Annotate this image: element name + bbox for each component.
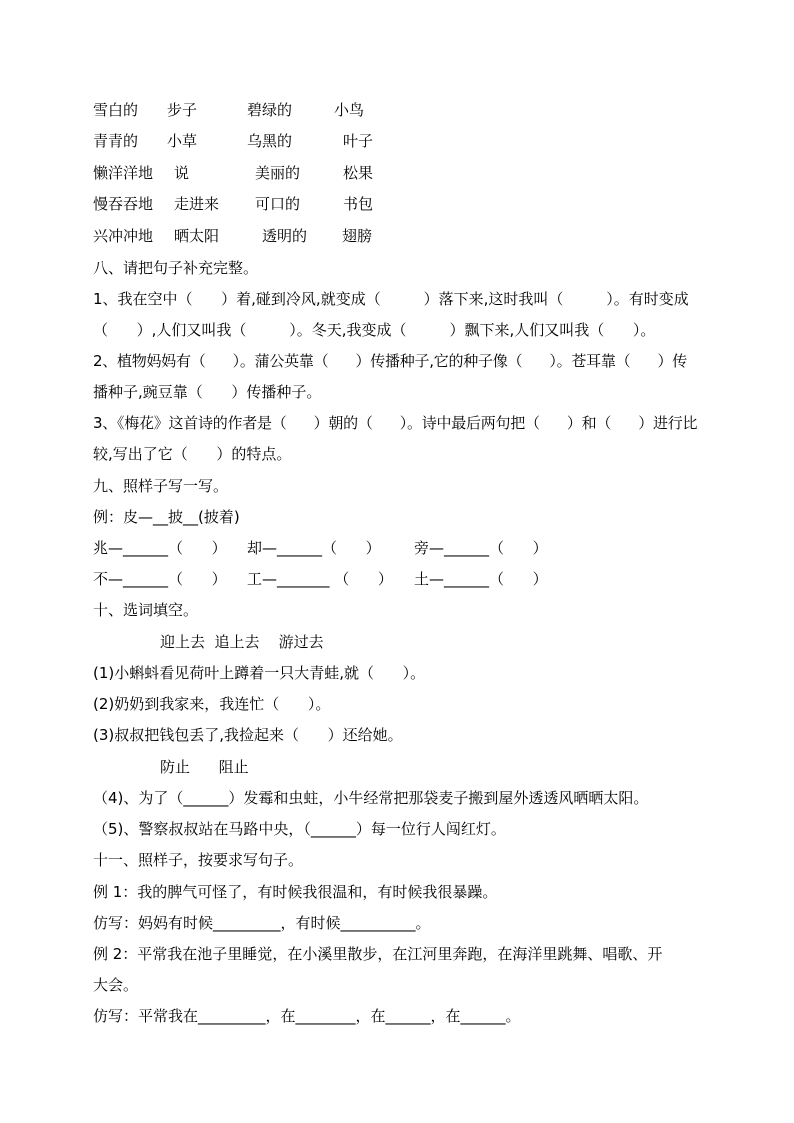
imitation-line: 仿写：妈妈有时候_________，有时候__________。 (93, 914, 431, 932)
word-exercise: 工—_______ （ ） (247, 570, 393, 588)
match-cell: 松果 (343, 164, 374, 182)
match-cell: 翅膀 (342, 227, 373, 245)
fill-in-line: （ ）,人们又叫我（ ）。冬天,我变成（ ）飘下来,人们又叫我（ ）。 (93, 321, 656, 339)
section-heading: 八、请把句子补充完整。 (93, 259, 259, 277)
section-heading: 九、照样子写一写。 (93, 477, 229, 495)
fill-in-line: (2)奶奶到我家来，我连忙（ ）。 (93, 695, 331, 713)
match-cell: 步子 (167, 101, 198, 119)
match-cell: 兴冲冲地 (93, 227, 154, 245)
match-cell: 懒洋洋地 (93, 164, 154, 182)
word-choices: 防止 阻止 (160, 758, 249, 776)
word-exercise: 土—______（ ） (414, 570, 548, 588)
example-line: 例 2：平常我在池子里睡觉，在小溪里散步，在江河里奔跑，在海洋里跳舞、唱歌、开 (93, 945, 663, 963)
fill-in-line: (3)叔叔把钱包丢了,我捡起来（ ）还给她。 (93, 726, 403, 744)
example-line: 大会。 (93, 976, 139, 994)
match-cell: 慢吞吞地 (93, 195, 154, 213)
match-cell: 雪白的 (93, 101, 139, 119)
fill-in-line: 3、《梅花》这首诗的作者是（ ）朝的（ ）。诗中最后两句把（ ）和（ ）进行比 (93, 414, 698, 432)
example-line: 例：皮—__披__(披着) (93, 508, 240, 526)
word-exercise: 不—______（ ） (93, 570, 227, 588)
match-cell: 说 (174, 164, 190, 182)
match-cell: 叶子 (343, 132, 374, 150)
word-exercise: 旁—______（ ） (414, 539, 548, 557)
match-cell: 走进来 (174, 195, 220, 213)
match-cell: 美丽的 (255, 164, 301, 182)
section-heading: 十一、照样子，按要求写句子。 (93, 851, 304, 869)
fill-in-line: 播种子,豌豆靠（ ）传播种子。 (93, 383, 322, 401)
match-cell: 书包 (343, 195, 374, 213)
word-exercise: 兆—______（ ） (93, 539, 227, 557)
fill-in-line: 较,写出了它（ ）的特点。 (93, 445, 292, 463)
fill-in-line: 2、植物妈妈有（ ）。蒲公英靠（ ）传播种子,它的种子像（ ）。苍耳靠（ ）传 (93, 352, 687, 370)
match-cell: 乌黑的 (247, 132, 293, 150)
match-cell: 可口的 (255, 195, 301, 213)
match-cell: 透明的 (262, 227, 308, 245)
match-cell: 晒太阳 (174, 227, 220, 245)
fill-in-line: (1)小蝌蚪看见荷叶上蹲着一只大青蛙,就（ ）。 (93, 664, 426, 682)
imitation-line: 仿写：平常我在_________，在________，在______，在______。 (93, 1007, 521, 1025)
match-cell: 小鸟 (334, 101, 365, 119)
fill-in-line: （4)、为了（______）发霉和虫蛀，小牛经常把那袋麦子搬到屋外透透风晒晒太阳。 (93, 789, 649, 807)
match-cell: 碧绿的 (247, 101, 293, 119)
match-cell: 小草 (167, 132, 198, 150)
section-heading: 十、选词填空。 (93, 601, 199, 619)
word-choices: 迎上去 追上去 游过去 (160, 633, 324, 651)
match-cell: 青青的 (93, 132, 139, 150)
word-exercise: 却—______（ ） (247, 539, 381, 557)
fill-in-line: 1、我在空中（ ）着,碰到冷风,就变成（ ）落下来,这时我叫（ ）。有时变成 (93, 290, 689, 308)
example-line: 例 1：我的脾气可怪了，有时候我很温和，有时候我很暴躁。 (93, 883, 498, 901)
fill-in-line: （5)、警察叔叔站在马路中央，（______）每一位行人闯红灯。 (93, 820, 506, 838)
